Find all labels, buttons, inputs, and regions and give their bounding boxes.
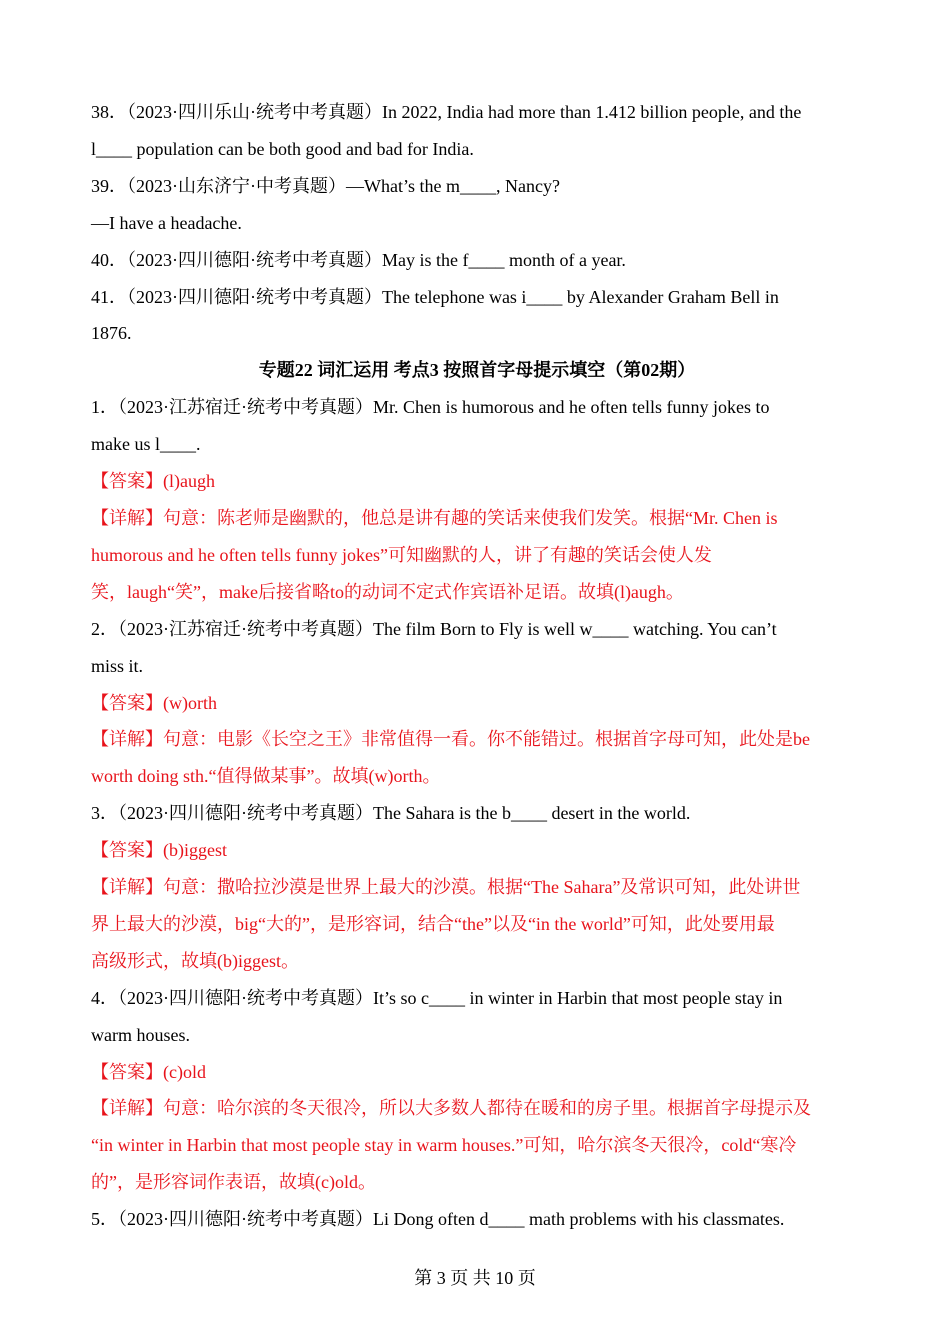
section-title: 专题22 词汇运用 考点3 按照首字母提示填空（第02期） — [258, 360, 696, 381]
question-line: warm houses. — [91, 1024, 190, 1045]
question-line: 40．（2023·四川德阳·统考中考真题）May is the f____ month of a year. — [91, 249, 626, 270]
question-line: l____ population can be both good and bad for India. — [91, 138, 474, 159]
question-line: 1876. — [91, 323, 132, 344]
answer-line: 【详解】句意：电影《长空之王》非常值得一看。你不能错过。根据首字母可知，此处是be — [91, 729, 810, 750]
question-line: 5．（2023·四川德阳·统考中考真题）Li Dong often d____ math problems with his classmates. — [91, 1209, 785, 1230]
answer-line: 【详解】句意：哈尔滨的冬天很冷，所以大多数人都待在暖和的房子里。根据首字母提示及 — [91, 1098, 811, 1119]
answer-line: 的”，是形容词作表语，故填(c)old。 — [91, 1172, 376, 1193]
answer-line: 【详解】句意：陈老师是幽默的，他总是讲有趣的笑话来使我们发笑。根据“Mr. Chen is — [91, 507, 778, 528]
answer-line: 笑，laugh“笑”，make后接省略to的动词不定式作宾语补足语。故填(l)augh。 — [91, 581, 684, 602]
question-line: 1．（2023·江苏宿迁·统考中考真题）Mr. Chen is humorous and he often tells funny jokes to — [91, 397, 770, 418]
question-line: 38．（2023·四川乐山·统考中考真题）In 2022, India had more than 1.412 billion people, and the — [91, 102, 802, 122]
answer-line: humorous and he often tells funny jokes”可知幽默的人，讲了有趣的笑话会使人发 — [91, 544, 712, 565]
answer-line: 【答案】(l)augh — [91, 471, 215, 492]
question-line: 41．（2023·四川德阳·统考中考真题）The telephone was i____ by Alexander Graham Bell in — [91, 286, 779, 307]
page-footer: 第 3 页 共 10 页 — [414, 1268, 536, 1288]
answer-line: “in winter in Harbin that most people stay in warm houses.”可知，哈尔滨冬天很冷，cold“寒冷 — [91, 1135, 797, 1156]
answer-line: 【详解】句意：撒哈拉沙漠是世界上最大的沙漠。根据“The Sahara”及常识可知，此处讲世 — [91, 877, 801, 898]
answer-line: 【答案】(w)orth — [91, 692, 217, 713]
question-line: 2．（2023·江苏宿迁·统考中考真题）The film Born to Fly is well w____ watching. You can’t — [91, 618, 777, 639]
answer-line: 高级形式，故填(b)iggest。 — [91, 950, 299, 971]
question-line: miss it. — [91, 655, 144, 676]
question-line: 39．（2023·山东济宁·中考真题）—What’s the m____, Nancy? — [91, 175, 560, 196]
question-line: 4．（2023·四川德阳·统考中考真题）It’s so c____ in winter in Harbin that most people stay in — [91, 987, 783, 1008]
question-line: make us l____. — [91, 434, 201, 455]
question-line: 3．（2023·四川德阳·统考中考真题）The Sahara is the b____ desert in the world. — [91, 803, 691, 824]
document-body — [91, 94, 863, 1238]
answer-line: worth doing sth.“值得做某事”。故填(w)orth。 — [91, 766, 441, 787]
answer-line: 【答案】(c)old — [91, 1061, 206, 1082]
answer-line: 【答案】(b)iggest — [91, 840, 227, 861]
answer-line: 界上最大的沙漠，big“大的”，是形容词，结合“the”以及“in the world”可知，此处要用最 — [91, 913, 775, 934]
question-line: —I have a headache. — [91, 212, 242, 233]
